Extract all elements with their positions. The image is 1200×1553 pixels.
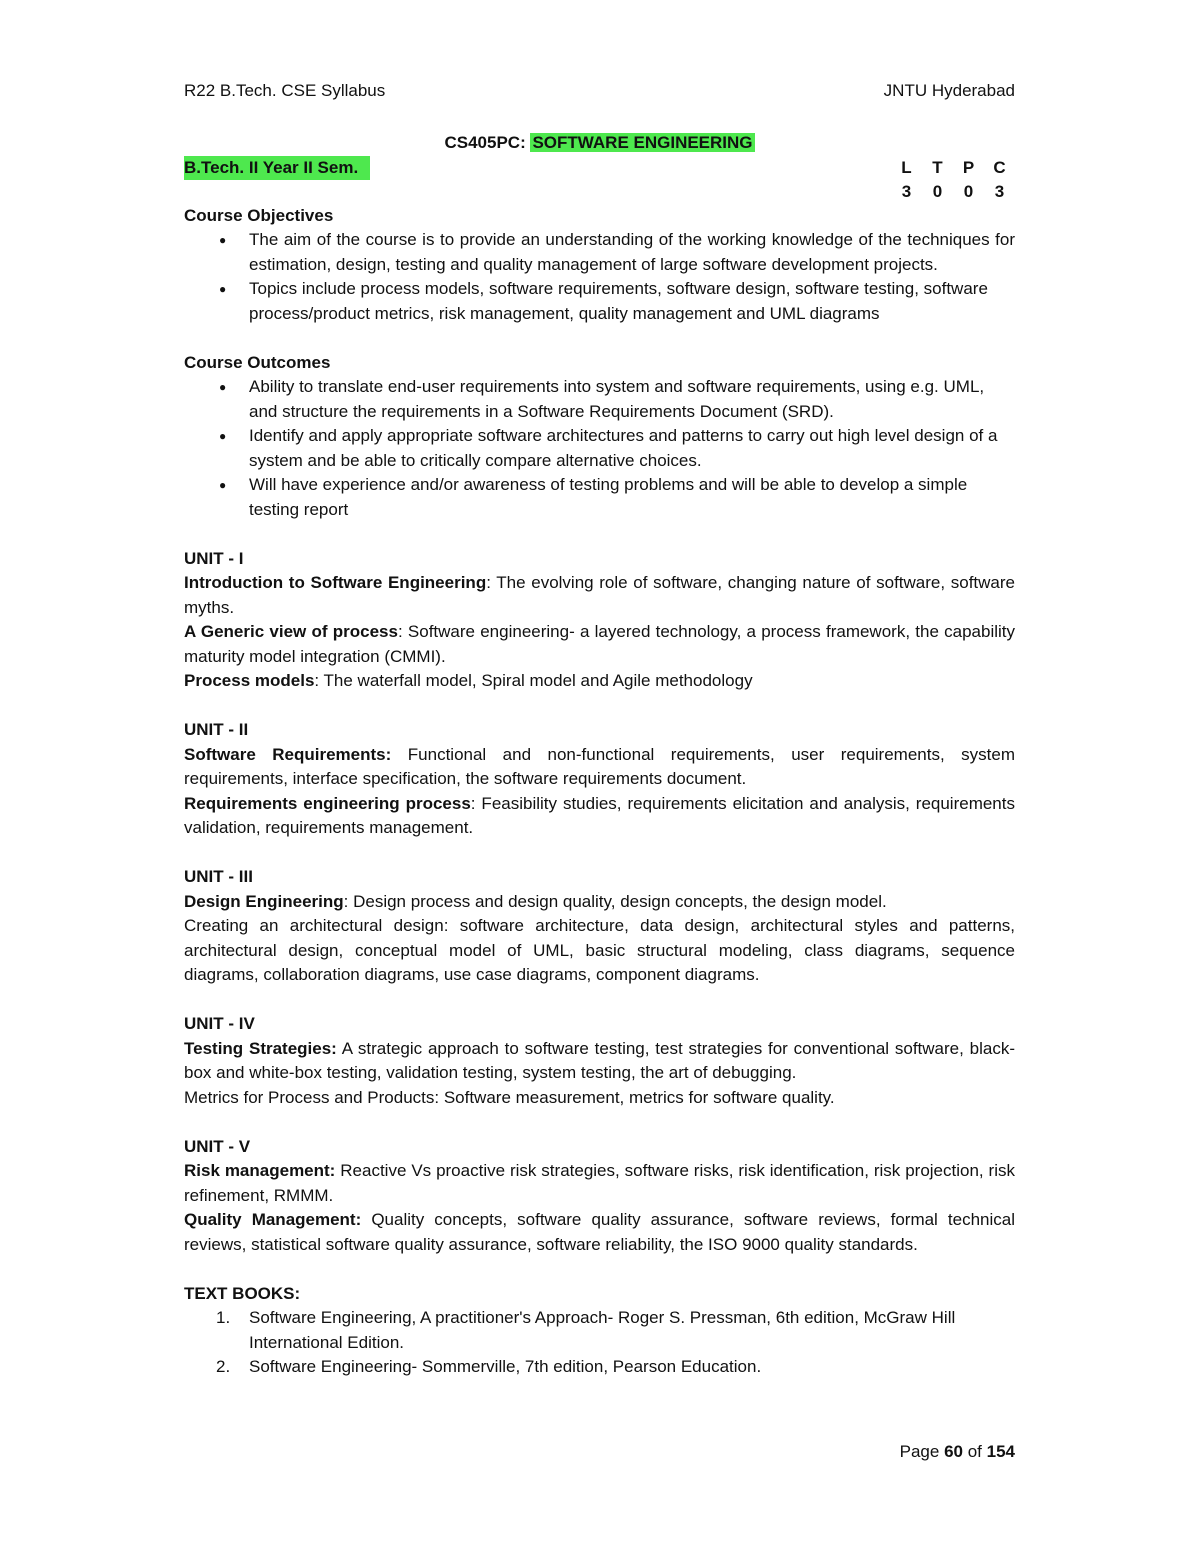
header-right: JNTU Hyderabad [883,81,1015,100]
unit4-heading: UNIT - IV [184,1014,255,1033]
list-item: 1. Software Engineering, A practitioner's Approach- Roger S. Pressman, 6th edition, McGraw Hill International Edition. [216,1308,956,1352]
ltpc-labels [891,156,1015,181]
unit1-para1: Introduction to Software Engineering: The evolving role of software, changing nature of software, software myths. [184,573,1015,617]
ltpc-value-l: 3 [901,182,912,201]
unit2-para1: Software Requirements: Functional and non-functional requirements, user requirements, system requirements, interface specification, the software requirements document. [184,744,1015,788]
unit4-para1: Testing Strategies: A strategic approach to software testing, test strategies for conventional software, black-box and white-box testing, validation testing, system testing, the art of debugging. [184,1038,1016,1082]
unit5-heading: UNIT - V [184,1136,251,1156]
outcomes-heading: Course Outcomes [184,352,331,372]
unit5-para2: Quality Management: Quality concepts, software quality assurance, software reviews, formal technical reviews, statistical software quality assurance, software reliability, the ISO 9000 quality standards. [184,1210,1015,1254]
outcomes-list [184,375,1015,522]
ltpc-value-t: 0 [932,182,943,201]
unit2-para2: Requirements engineering process: Feasibility studies, requirements elicitation and analysis, requirements validation, requirements management. [184,793,1015,837]
list-item: ● Topics include process models, software requirements, software design, software testing, software process/product metrics, risk management, quality management and UML diagrams [249,277,1015,326]
textbooks-heading: TEXT BOOKS: [184,1283,301,1303]
unit3-para2: Creating an architectural design: software architecture, data design, architectural styles and patterns, architectural design, conceptual model of UML, basic structural modeling, class diagrams, sequence diagrams, collaboration diagrams, use case diagrams, component diagrams. [184,916,1015,984]
semester-line [184,156,1015,204]
objectives-list [184,228,1015,326]
course-title [184,131,1015,156]
unit4-para2: Metrics for Process and Products: Software measurement, metrics for software quality. [184,1087,835,1107]
page-number: Page 60 of 154 [899,1442,1015,1461]
ltpc-label-p: P [962,157,975,177]
ltpc-label-l: L [901,157,912,177]
unit2-heading: UNIT - II [184,720,249,739]
unit3-para1: Design Engineering: Design process and design quality, design concepts, the design model. [184,891,887,911]
ltpc-values [891,180,1015,205]
list-item: ● Will have experience and/or awareness of testing problems and will be able to develop a simple testing report [249,473,1015,522]
unit1-heading: UNIT - I [184,548,244,568]
list-item: ● The aim of the course is to provide an understanding of the working knowledge of the techniques for estimation, design, testing and quality management of large software development projects. [249,228,1015,277]
ltpc-label-t: T [932,157,943,177]
unit1-para3: Process models: The waterfall model, Spiral model and Agile methodology [184,671,753,690]
semester-label: B.Tech. II Year II Sem. [184,156,370,181]
page-header [184,79,1015,103]
list-item: ● Ability to translate end-user requirements into system and software requirements, using e.g. UML, and structure the requirements in a Software Requirements Document (SRD). [249,375,1015,424]
ltpc-value-p: 0 [963,182,974,201]
ltpc-label-c: C [993,157,1006,177]
unit1-para2: A Generic view of process: Software engineering- a layered technology, a process framework, the capability maturity model integration (CMMI). [184,622,1015,666]
course-name: SOFTWARE ENGINEERING [532,133,753,152]
unit5-para1: Risk management: Reactive Vs proactive risk strategies, software risks, risk identification, risk projection, risk refinement, RMMM. [184,1161,1015,1205]
ltpc-table [891,156,1015,205]
ltpc-value-c: 3 [994,182,1005,201]
course-code: CS405PC: [444,133,531,152]
list-item: ● Identify and apply appropriate software architectures and patterns to carry out high level design of a system and be able to critically compare alternative choices. [249,424,1015,473]
unit3-heading: UNIT - III [184,867,253,886]
objectives-heading: Course Objectives [184,205,334,225]
list-item: 2. Software Engineering- Sommerville, 7th edition, Pearson Education. [216,1357,762,1376]
header-left: R22 B.Tech. CSE Syllabus [184,81,386,100]
textbooks-list [184,1306,1015,1380]
document-body [184,131,1015,1380]
